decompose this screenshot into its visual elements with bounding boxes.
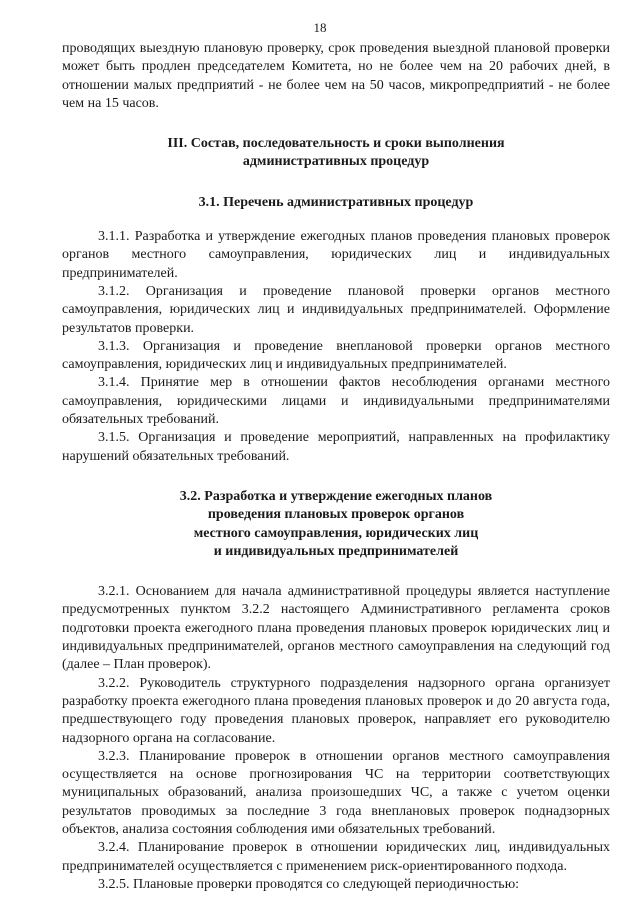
item-3-1-3: 3.1.3. Организация и проведение внеплановой проверки органов местного самоуправления, юридических лиц и индивидуальных предпринимателей. bbox=[62, 338, 610, 373]
item-3-2-1: 3.2.1. Основанием для начала административной процедуры является наступление предусмотренных пунктом 3.2.2 настоящего Административного регламента сроков подготовки проекта ежегодного плана проведения плановых проверок юридических лиц и индивидуальных предпринимателей, органов местного самоуправления на следующий год (далее – План проверок). bbox=[62, 584, 610, 673]
intro-paragraph: проводящих выездную плановую проверку, срок проведения выездной плановой проверки может быть продлен председателем Комитета, но не более чем на 20 рабочих дней, в отношении малых предприятий - не более чем на 50 часов, микропредприятий - не более чем на 15 часов. bbox=[62, 41, 610, 111]
item-3-2-4: 3.2.4. Планирование проверок в отношении юридических лиц, индивидуальных предпринимателей осуществляется с применением риск-ориентированного подхода. bbox=[62, 840, 610, 874]
subsection-3-2-title-line-1: 3.2. Разработка и утверждение ежегодных планов bbox=[179, 488, 493, 504]
subsection-3-2-title-line-4: и индивидуальных предпринимателей bbox=[213, 543, 459, 559]
section-3-title-line-1: III. Состав, последовательность и сроки выполнения bbox=[167, 136, 505, 152]
item-3-1-4: 3.1.4. Принятие мер в отношении фактов несоблюдения органами местного самоуправления, юридическими лицами и индивидуальными предпринимателями обязательных требований. bbox=[62, 375, 610, 428]
subsection-3-2-title-line-2: проведения плановых проверок органов bbox=[207, 507, 465, 523]
section-3-title-line-2: административных процедур bbox=[242, 154, 430, 170]
item-3-2-5: 3.2.5. Плановые проверки проводятся со следующей периодичностью: bbox=[98, 876, 520, 892]
subsection-3-2-title-line-3: местного самоуправления, юридических лиц bbox=[193, 525, 479, 541]
item-3-1-5: 3.1.5. Организация и проведение мероприятий, направленных на профилактику нарушений обязательных требований. bbox=[62, 430, 610, 464]
item-3-2-2: 3.2.2. Руководитель структурного подразделения надзорного органа организует разработку проекта ежегодного плана проведения плановых проверок и до 20 августа года, предшествующего году проведения плановых проверок, направляет его руководителю надзорного органа на согласование. bbox=[62, 675, 610, 746]
item-3-2-3: 3.2.3. Планирование проверок в отношении органов местного самоуправления осуществляется на основе прогнозирования ЧС на территории соответствующих муниципальных образований, анализа произошедших ЧС, а также с учетом оценки результатов проводимых за последние 3 года внеплановых проверок поднадзорных объектов, анализа состояния соблюдения ими обязательных требований. bbox=[62, 748, 610, 837]
page-content bbox=[62, 40, 610, 894]
subsection-3-1-title: 3.1. Перечень административных процедур bbox=[198, 194, 474, 210]
page-number: 18 bbox=[313, 20, 327, 35]
item-3-1-2: 3.1.2. Организация и проведение плановой проверки органов местного самоуправления, юридических лиц и индивидуальных предпринимателей. Оформление результатов проверки. bbox=[62, 283, 610, 336]
item-3-1-1: 3.1.1. Разработка и утверждение ежегодных планов проведения плановых проверок органов местного самоуправления, юридических лиц и индивидуальных предпринимателей. bbox=[62, 229, 610, 281]
